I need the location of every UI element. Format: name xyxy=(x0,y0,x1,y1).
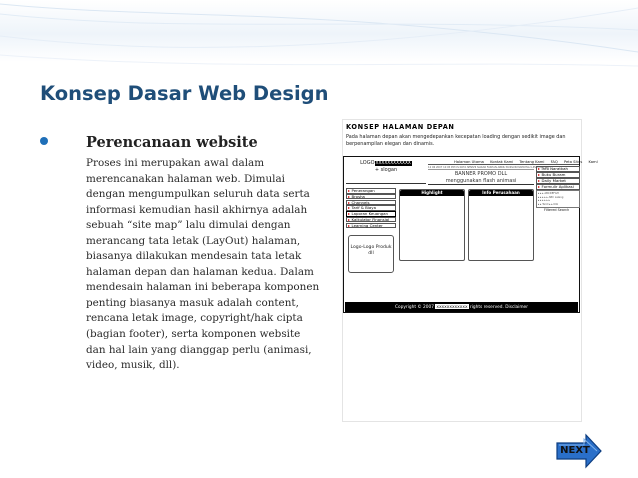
right-link-1[interactable] xyxy=(536,166,580,172)
logo-placeholder: XXXXXXXXXXXX xyxy=(375,161,411,166)
footer-copyright: Copyright © 2007 xyxy=(395,305,436,310)
slide-title: Konsep Dasar Web Design xyxy=(40,82,329,105)
arrow-right-icon xyxy=(538,186,540,188)
right-link-label: Info Naratkah xyxy=(541,166,568,171)
search-option: ▸ ▸ ▸ ▸ ▸ ABC Lalang xyxy=(538,195,564,199)
bullet-dot-icon xyxy=(40,137,48,145)
side-menu-label: Kalkulator Finansial xyxy=(351,216,390,222)
topnav-sitemap[interactable]: Peta Situs xyxy=(563,160,583,164)
side-menu-item[interactable] xyxy=(346,205,396,211)
arrow-right-icon xyxy=(348,196,350,198)
right-link-3[interactable] xyxy=(536,178,580,184)
next-label[interactable]: NEXT xyxy=(560,445,590,456)
arrow-right-icon xyxy=(348,213,350,215)
right-link-label: Buku Buram xyxy=(541,171,566,177)
side-menu-item[interactable] xyxy=(346,217,396,223)
arrow-right-icon xyxy=(348,219,350,221)
filtered-search-label: Filtered Search xyxy=(544,208,570,212)
homepage-layout-mockup xyxy=(342,119,598,422)
search-option: ▸ ▸ ▸ ▸ ▸ ▸ xyxy=(538,199,550,202)
footer-placeholder: XXXXXXXXXXXX xyxy=(436,304,468,309)
topnav-faq[interactable]: FAQ xyxy=(550,160,558,164)
side-menu-label: Learning Center xyxy=(351,222,383,228)
filtered-search-box[interactable] xyxy=(536,190,580,208)
mockup-title: KONSEP HALAMAN DEPAN xyxy=(346,123,455,131)
arrow-right-icon xyxy=(348,207,350,209)
topnav-contact[interactable]: Kontak Kami xyxy=(490,160,514,164)
side-menu-label: Penerangan xyxy=(351,188,375,193)
banner-line-2: menggunakan flash animasi xyxy=(445,177,517,184)
logo-text: LOGO xyxy=(360,160,375,166)
arrow-right-icon xyxy=(538,174,540,176)
footer-rights: rights reserved. Disclaimer xyxy=(468,305,528,310)
right-link-2[interactable] xyxy=(536,172,580,178)
search-option: ▸ ▸ Tarid ▸ ▸ Klik xyxy=(538,202,559,206)
news-ticker: 12 06 2007 10 05 PM CS KOTA SENSHI SIAKAR FASHAN ABRIU BUKSUN MAHRITAU LPSA HARITAU xyxy=(428,166,550,169)
highlight-header: Highlight xyxy=(400,190,464,196)
footer xyxy=(345,302,578,312)
side-menu-item[interactable] xyxy=(346,211,396,217)
side-menu-item[interactable] xyxy=(346,200,396,206)
arrow-right-icon xyxy=(538,180,540,182)
wireframe xyxy=(343,156,598,313)
side-menu-item[interactable] xyxy=(346,188,396,194)
right-link-label: Daily Market xyxy=(541,177,566,183)
logo-area xyxy=(346,160,426,184)
side-menu-item[interactable] xyxy=(346,223,396,229)
arrow-right-icon xyxy=(348,225,350,227)
side-menu xyxy=(346,188,396,229)
side-menu-label: Brosha xyxy=(351,193,365,199)
arrow-right-icon xyxy=(538,168,540,170)
highlight-column xyxy=(399,189,465,261)
banner-line-1: BANNER PROMO DLL xyxy=(454,171,508,177)
logo-slogan: + slogan xyxy=(374,167,398,173)
info-header: Info Perusahaan xyxy=(469,190,533,196)
mockup-description: Pada halaman depan akan mengedepankan kecepatan loading dengan sedikit image dan berpenampilan elegan dan dinamis. xyxy=(346,134,566,147)
topnav-kaml[interactable]: Kaml xyxy=(588,160,598,164)
right-link-4[interactable] xyxy=(536,184,580,190)
bullet-heading: Perencanaan website xyxy=(86,134,258,151)
right-link-label: Formulir Aplikasi xyxy=(541,183,574,189)
arrow-right-icon xyxy=(348,190,350,192)
product-logos-label: Logo-Logo Produk xyxy=(350,245,392,250)
top-navigation xyxy=(428,159,598,165)
topnav-home[interactable]: Halaman Utama xyxy=(454,160,484,164)
product-logos-dll: dll xyxy=(368,251,374,257)
search-option: ▸ ▸ ▸ ABCDEFGH xyxy=(538,192,559,195)
promo-banner xyxy=(428,171,534,185)
side-menu-label: Tarif & Biaya xyxy=(351,205,376,211)
arrow-right-icon xyxy=(348,202,350,204)
info-column xyxy=(468,189,534,261)
side-menu-label: Channels xyxy=(351,199,370,205)
bullet-body: Proses ini merupakan awal dalam merencanakan halaman web. Dimulai dengan mengumpulkan seluruh data serta informasi kemudian hasil akhirnya adalah sebuah “site map” lalu dimulai dengan merancang tata letak (LayOut) halaman, biasanya dilakukan mendesain tata letak halaman depan dan halaman kedua. Dalam mendesain halaman ini beberapa komponen penting biasanya masuk adalah content, rencana letak image, copyright/hak cipta (bagian footer), serta komponen website dan hal lain yang dianggap perlu (animasi, video, musik, dll). xyxy=(86,157,320,372)
side-menu-item[interactable] xyxy=(346,194,396,200)
product-logos-box xyxy=(348,235,394,273)
side-menu-label: Laporan Keuangan xyxy=(351,211,388,217)
decorative-curves xyxy=(0,0,638,80)
right-links xyxy=(536,166,580,190)
topnav-about[interactable]: Tentang Kami xyxy=(519,160,545,164)
